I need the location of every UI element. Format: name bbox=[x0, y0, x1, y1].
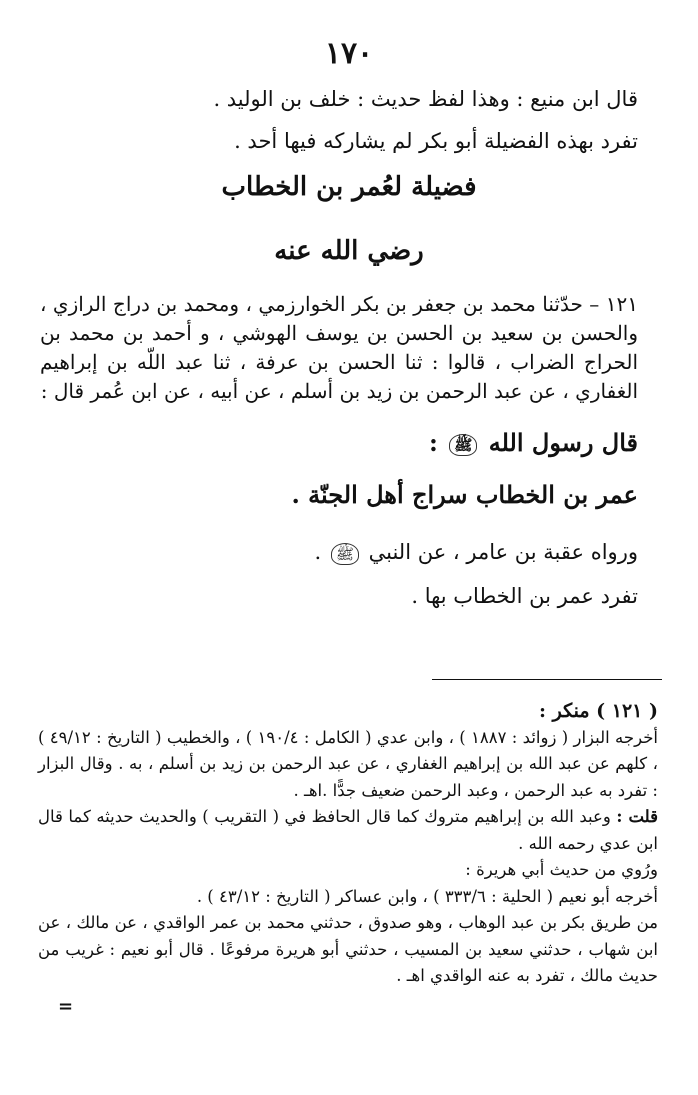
footnotes bbox=[38, 698, 658, 990]
intro-text bbox=[40, 78, 638, 162]
tafarrud-line: تفرد عمر بن الخطاب بها . bbox=[411, 584, 638, 608]
continuation-mark: = bbox=[58, 996, 74, 1017]
footnote-paragraph-5: من طريق بكر بن عبد الوهاب ، وهو صدوق ، حدثني محمد بن عمر الواقدي ، عن مالك ، عن ابن شهاب ، حدثني سعيد بن المسيب ، حدثني أبو هريرة مرفوعًا . قال أبو نعيم : غريب من حديث مالك ، تفرد به عنه الواقدي اهـ . bbox=[38, 913, 658, 985]
footnote-paragraph-2-text: وعبد الله بن إبراهيم متروك كما قال الحافظ في ( التقريب ) والحديث حديثه كما قال ابن عدي رحمه الله . bbox=[38, 807, 658, 853]
section-subtitle: رضي الله عنه bbox=[274, 236, 424, 266]
hadith-isnad bbox=[40, 290, 638, 406]
riwaya-end: . bbox=[314, 540, 322, 564]
intro-line-2: تفرد بهذه الفضيلة أبو بكر لم يشاركه فيها أحد . bbox=[234, 129, 638, 153]
footnote-paragraph-2 bbox=[38, 804, 658, 857]
salawat-symbol-icon: ﷺ bbox=[449, 434, 477, 456]
riwaya-line bbox=[40, 530, 638, 574]
isnad-text: ١٢١ – حدّثنا محمد بن جعفر بن بكر الخوارزمي ، ومحمد بن دراج الرازي ، والحسن بن سعيد بن الحسن بن يوسف الهوشي ، و أحمد بن محمد بن الحراج الضراب ، قالوا : ثنا الحسن بن عرفة ، ثنا عبد اللّه بن إبراهيم الغفاري ، عن عبد الرحمن بن زيد بن أسلم ، عن أبيه ، عن ابن عُمر قال : bbox=[40, 292, 638, 403]
footnote-heading: ( ١٢١ ) منكر : bbox=[539, 700, 658, 722]
hadith-matn-line bbox=[40, 480, 638, 509]
salawat-symbol-icon-2: ﷺ bbox=[331, 543, 359, 565]
riwaya-text: ورواه عقبة بن عامر ، عن النبي bbox=[368, 540, 638, 564]
footnote-paragraph-4: أخرجه أبو نعيم ( الحلية : ٣٣٣/٦ ) ، وابن عساكر ( التاريخ : ٤٣/١٢ ) . bbox=[196, 886, 658, 906]
hadith-notes bbox=[40, 530, 638, 618]
hadith-matn-end: . bbox=[291, 480, 300, 509]
quote-intro-line bbox=[40, 428, 638, 457]
hadith-matn: عمر بن الخطاب سراج أهل الجنّة bbox=[308, 480, 638, 509]
page-number: ١٧٠ bbox=[324, 36, 374, 71]
intro-line-1: قال ابن منيع : وهذا لفظ حديث : خلف بن الوليد . bbox=[213, 87, 638, 111]
footnote-paragraph-3: ورُوي من حديث أبي هريرة : bbox=[465, 860, 658, 879]
quote-intro: قال رسول الله bbox=[488, 428, 638, 457]
qult-label: قلت : bbox=[616, 807, 659, 826]
section-title: فضيلة لعُمر بن الخطاب bbox=[221, 172, 477, 202]
quote-intro-colon: : bbox=[429, 428, 438, 457]
footnote-divider bbox=[432, 679, 662, 680]
footnote-paragraph-1: أخرجه البزار ( زوائد : ١٨٨٧ ) ، وابن عدي ( الكامل : ١٩٠/٤ ) ، والخطيب ( التاريخ : ٤٩/١٢ ) ، كلهم عن عبد الله بن إبراهيم الغفاري ، عن عبد الرحمن بن زيد بن أسلم ، به . وقال البزار : تفرد به عبد الرحمن ، وعبد الرحمن ضعيف جدًّا .اهـ . bbox=[38, 727, 658, 800]
